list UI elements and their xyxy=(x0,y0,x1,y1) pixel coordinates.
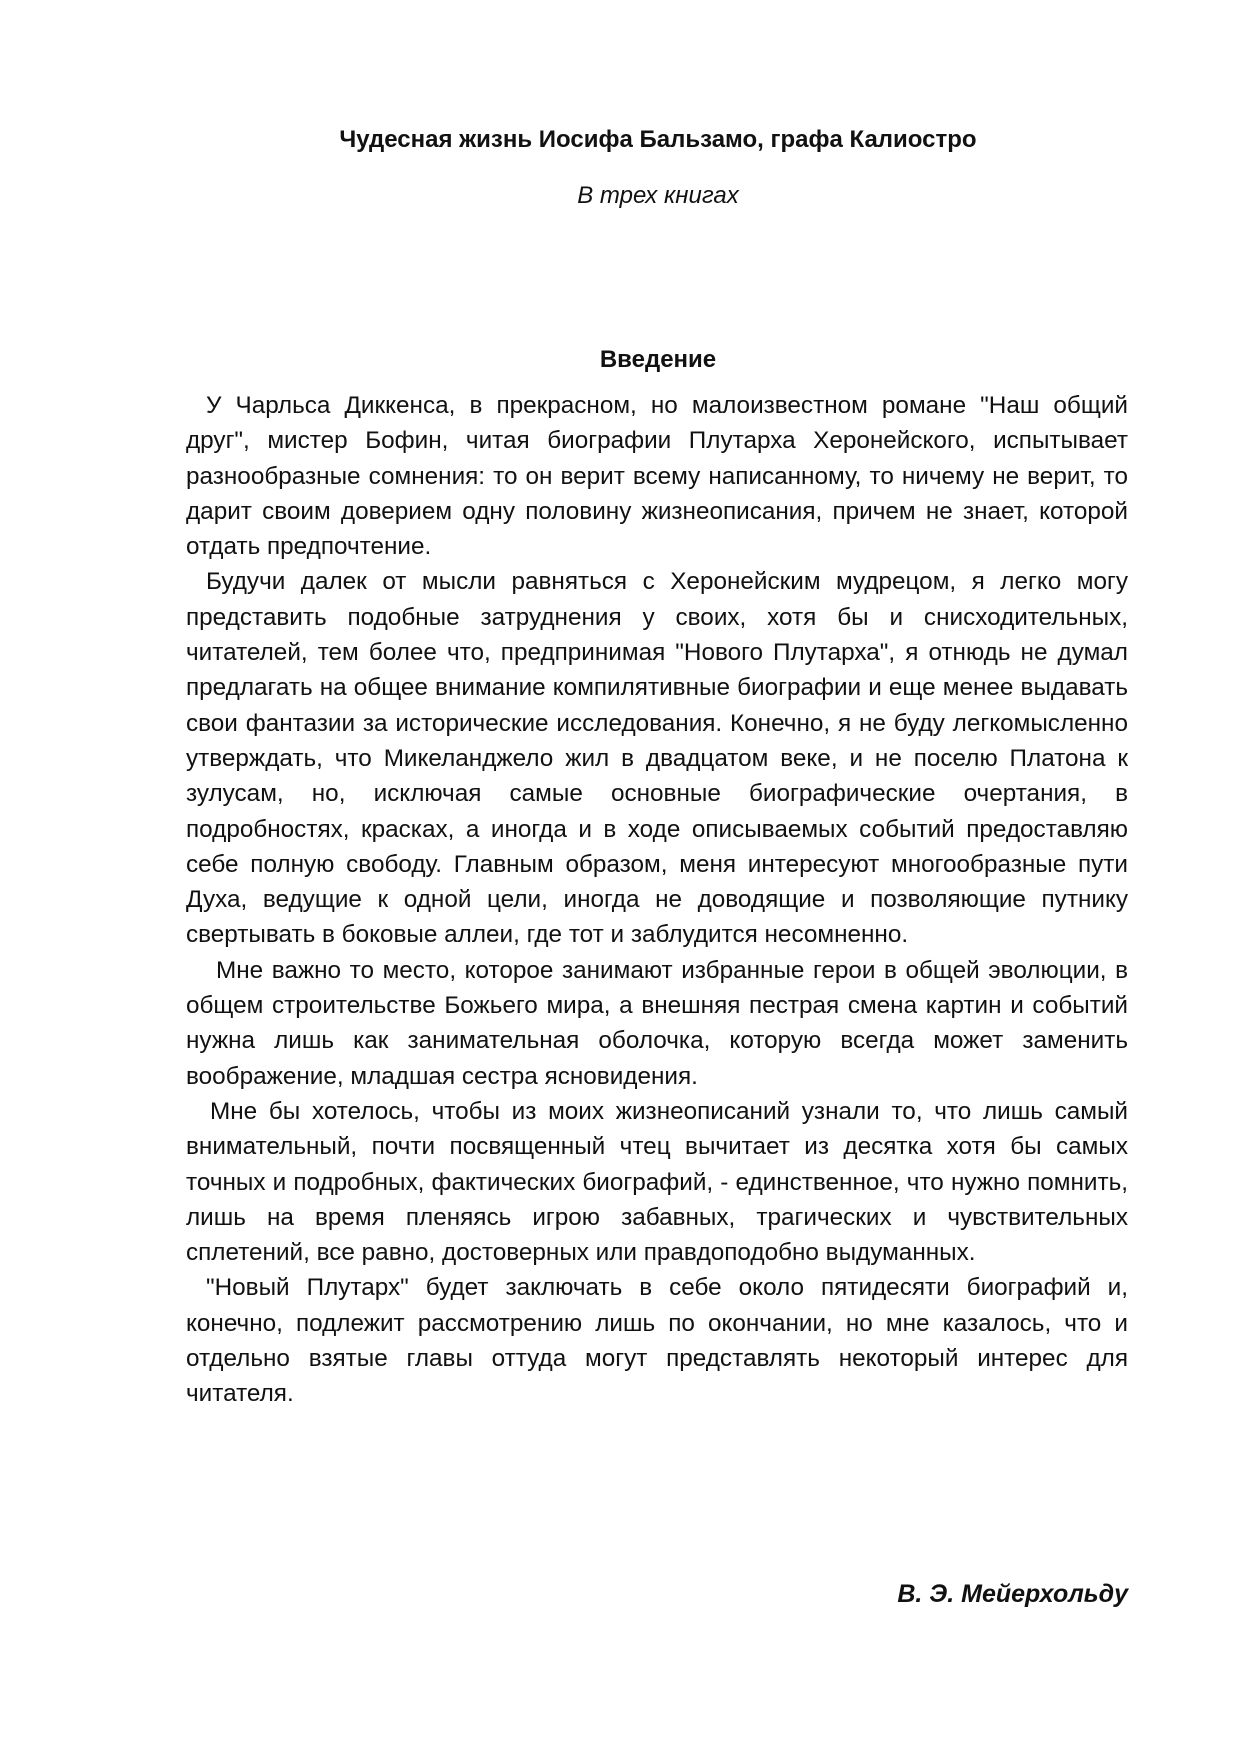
document-subtitle: В трех книгах xyxy=(577,182,739,209)
paragraph: "Новый Плутарх" будет заключать в себе около пятидесяти биографий и, конечно, подлежит рассмотрению лишь по окончании, но мне казалось, что и отдельно взятые главы оттуда могут представлять некоторый интерес для читателя. xyxy=(186,1274,1128,1408)
dedication: В. Э. Мейерхольду xyxy=(897,1580,1128,1608)
body-text xyxy=(186,388,1128,1412)
paragraph: Мне важно то место, которое занимают избранные герои в общей эволюции, в общем строительстве Божьего мира, а внешняя пестрая смена картин и событий нужна лишь как занимательная оболочка, которую всегда может заменить воображение, младшая сестра ясновидения. xyxy=(186,956,1128,1090)
paragraph: Будучи далек от мысли равняться с Херонейским мудрецом, я легко могу представить подобные затруднения у своих, хотя бы и снисходительных, читателей, тем более что, предпринимая "Нового Плутарха", я отнюдь не думал предлагать на общее внимание компилятивные биографии и еще менее выдавать свои фантазии за исторические исследования. Конечно, я не буду легкомысленно утверждать, что Микеланджело жил в двадцатом веке, и не поселю Платона к зулусам, но, исключая самые основные биографические очертания, в подробностях, красках, а иногда и в ходе описываемых событий предоставляю себе полную свободу. Главным образом, меня интересуют многообразные пути Духа, ведущие к одной цели, иногда не доводящие и позволяющие путнику свертывать в боковые аллеи, где тот и заблудится несомненно. xyxy=(186,568,1128,949)
section-heading: Введение xyxy=(599,346,717,373)
paragraph: Мне бы хотелось, чтобы из моих жизнеописаний узнали то, что лишь самый внимательный, почти посвященный чтец вычитает из десятка хотя бы самых точных и подробных, фактических биографий, - единственное, что нужно помнить, лишь на время пленяясь игрою забавных, трагических и чувствительных сплетений, все равно, достоверных или правдоподобно выдуманных. xyxy=(186,1097,1128,1267)
paragraph: У Чарльса Диккенса, в прекрасном, но малоизвестном романе "Наш общий друг", мистер Бофин, читая биографии Плутарха Херонейского, испытывает разнообразные сомнения: то он верит всему написанному, то ничему не верит, то дарит своим доверием одну половину жизнеописания, причем не знает, которой отдать предпочтение. xyxy=(186,392,1128,561)
document-title: Чудесная жизнь Иосифа Бальзамо, графа Калиостро xyxy=(339,126,977,153)
